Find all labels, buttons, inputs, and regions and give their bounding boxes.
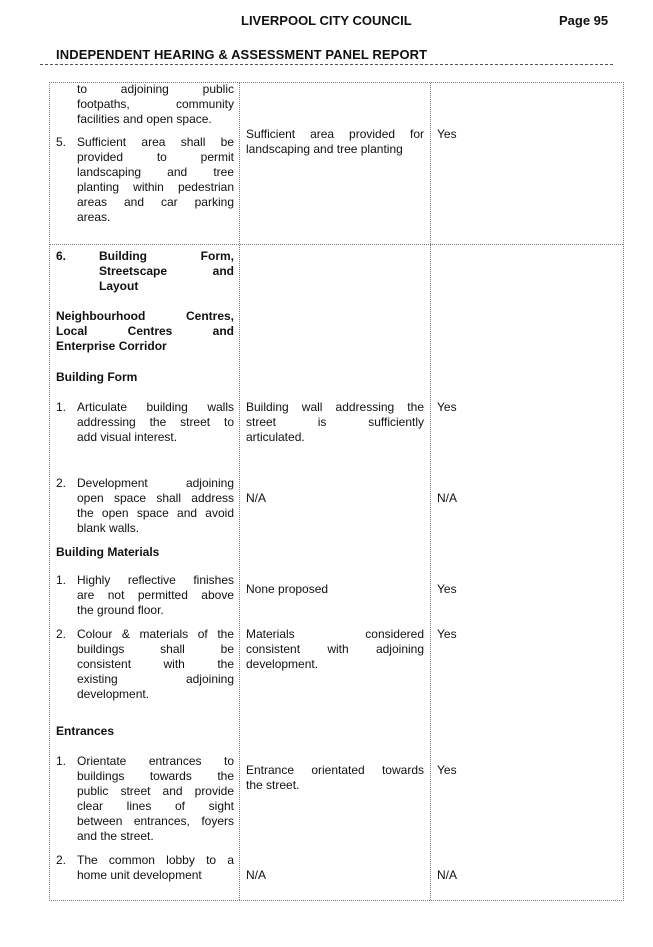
comment-text: N/A [246,868,267,882]
item-number: 2. [56,627,67,641]
comment-text: Sufficient area provided for [246,127,424,141]
subheading-building-materials: Building Materials [56,545,160,559]
page-number: Page 95 [559,13,609,28]
comment-text: the street. [246,778,300,792]
control-text: provided to permit [77,150,234,164]
section-title: Layout [99,279,139,293]
subheading-building-form: Building Form [56,370,138,384]
complies-value: N/A [437,491,458,505]
control-text: Highly reflective finishes [77,573,234,587]
comment-text: landscaping and tree planting [246,142,403,156]
control-text: Orientate entrances to [77,754,234,768]
complies-value: Yes [437,582,457,596]
control-text: are not permitted above [77,588,234,602]
control-text: Colour & materials of the [77,627,234,641]
council-name: LIVERPOOL CITY COUNCIL [241,13,412,28]
control-text: home unit development [77,868,202,882]
complies-value: Yes [437,763,457,777]
complies-value: Yes [437,400,457,414]
complies-value: N/A [437,868,458,882]
comment-text: development. [246,657,319,671]
control-text: public street and provide [77,784,234,798]
report-title: INDEPENDENT HEARING & ASSESSMENT PANEL REPORT [56,47,428,62]
control-text: consistent with the [77,657,234,671]
comment-text: consistent with adjoining [246,642,424,656]
item-number: 1. [56,754,67,768]
comment-text: Materials considered [246,627,424,641]
zone-subtitle: Neighbourhood Centres, [56,309,234,323]
control-text: facilities and open space. [77,112,212,126]
zone-subtitle: Enterprise Corridor [56,339,167,353]
item-number: 2. [56,476,67,490]
complies-value: Yes [437,627,457,641]
item-number: 5. [56,135,67,149]
control-text: open space shall address [77,491,234,505]
complies-value: Yes [437,127,457,141]
item-number: 1. [56,400,67,414]
section-number: 6. [56,249,67,263]
section-title: Streetscape and [99,264,234,278]
control-text: the open space and avoid [77,506,234,520]
item-number: 1. [56,573,67,587]
control-text: development. [77,687,150,701]
control-text: areas and car parking [77,195,234,209]
control-text: planting within pedestrian [77,180,234,194]
control-text: buildings towards the [77,769,234,783]
control-text: landscaping and tree [77,165,234,179]
comment-text: N/A [246,491,267,505]
control-text: areas. [77,210,111,224]
control-text: The common lobby to a [77,853,234,867]
item-number: 2. [56,853,67,867]
subheading-entrances: Entrances [56,724,115,738]
column-divider-1 [239,83,240,900]
control-text: to adjoining public [77,82,234,96]
row-divider [50,244,623,245]
control-text: buildings shall be [77,642,234,656]
control-text: the ground floor. [77,603,164,617]
control-text: existing adjoining [77,672,234,686]
control-text: add visual interest. [77,430,178,444]
comment-text: Building wall addressing the [246,400,424,414]
control-text: Development adjoining [77,476,234,490]
control-text: and the street. [77,829,154,843]
control-text: clear lines of sight [77,799,234,813]
section-title: Building Form, [99,249,234,263]
control-text: blank walls. [77,521,140,535]
control-text: footpaths, community [77,97,234,111]
control-text: Sufficient area shall be [77,135,234,149]
comment-text: None proposed [246,582,329,596]
column-divider-2 [430,83,431,900]
zone-subtitle: Local Centres and [56,324,234,338]
control-text: between entrances, foyers [77,814,234,828]
control-text: Articulate building walls [77,400,234,414]
comment-text: Entrance orientated towards [246,763,424,777]
control-text: addressing the street to [77,415,234,429]
comment-text: street is sufficiently [246,415,424,429]
header-rule [40,64,613,65]
comment-text: articulated. [246,430,305,444]
